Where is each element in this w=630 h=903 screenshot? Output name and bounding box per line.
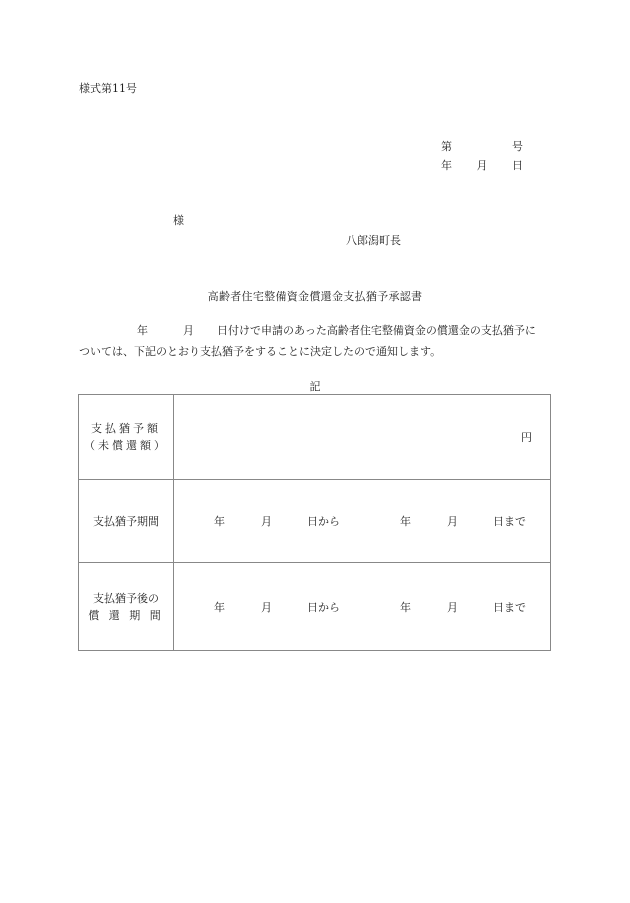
repayment-period-label: 支払猶予後の 償 還 期 間 xyxy=(79,563,174,651)
document-title: 高齢者住宅整備資金償還金支払猶予承認書 xyxy=(207,290,423,303)
ki-heading: 記 xyxy=(309,380,321,393)
document-number-line xyxy=(441,138,523,154)
to-year: 年 xyxy=(400,600,411,614)
table-row-amount xyxy=(79,395,551,480)
recipient-suffix: 様 xyxy=(173,214,184,227)
from-month: 月 xyxy=(261,600,272,614)
sender-name: 八郎潟町長 xyxy=(346,234,401,247)
deferral-period-cell[interactable] xyxy=(174,480,551,563)
body-line-1 xyxy=(137,322,536,338)
to-day: 日まで xyxy=(493,515,526,528)
repayment-period-cell[interactable] xyxy=(174,563,551,651)
from-year: 年 xyxy=(214,515,225,528)
number-prefix: 第 xyxy=(441,140,452,153)
table-row-deferral-period xyxy=(79,480,551,563)
from-day: 日から xyxy=(307,600,340,614)
body-line-2: ついては、下記のとおり支払猶予をすることに決定したので通知します。 xyxy=(79,345,442,358)
form-number: 様式第11号 xyxy=(79,82,137,95)
body-month: 月 xyxy=(183,324,194,337)
to-day: 日まで xyxy=(493,600,526,614)
table-row-repayment-period xyxy=(79,563,551,651)
from-month: 月 xyxy=(261,515,272,528)
amount-value-cell[interactable] xyxy=(174,395,551,480)
issue-date-line xyxy=(441,157,523,173)
from-year: 年 xyxy=(214,600,225,614)
yen-unit: 円 xyxy=(521,431,532,444)
issue-month: 月 xyxy=(476,159,488,172)
amount-label: 支払猶予額 （未償還額） xyxy=(79,395,174,480)
to-year: 年 xyxy=(400,515,411,528)
details-table xyxy=(78,394,551,651)
issue-day: 日 xyxy=(512,159,523,172)
body-year: 年 xyxy=(137,324,148,337)
from-day: 日から xyxy=(307,515,340,528)
body-line1-text: 日付けで申請のあった高齢者住宅整備資金の償還金の支払猶予に xyxy=(217,324,536,337)
to-month: 月 xyxy=(447,515,458,528)
to-month: 月 xyxy=(447,600,458,614)
deferral-period-label: 支払猶予期間 xyxy=(79,480,174,563)
number-suffix: 号 xyxy=(512,140,523,153)
issue-year: 年 xyxy=(441,159,452,172)
